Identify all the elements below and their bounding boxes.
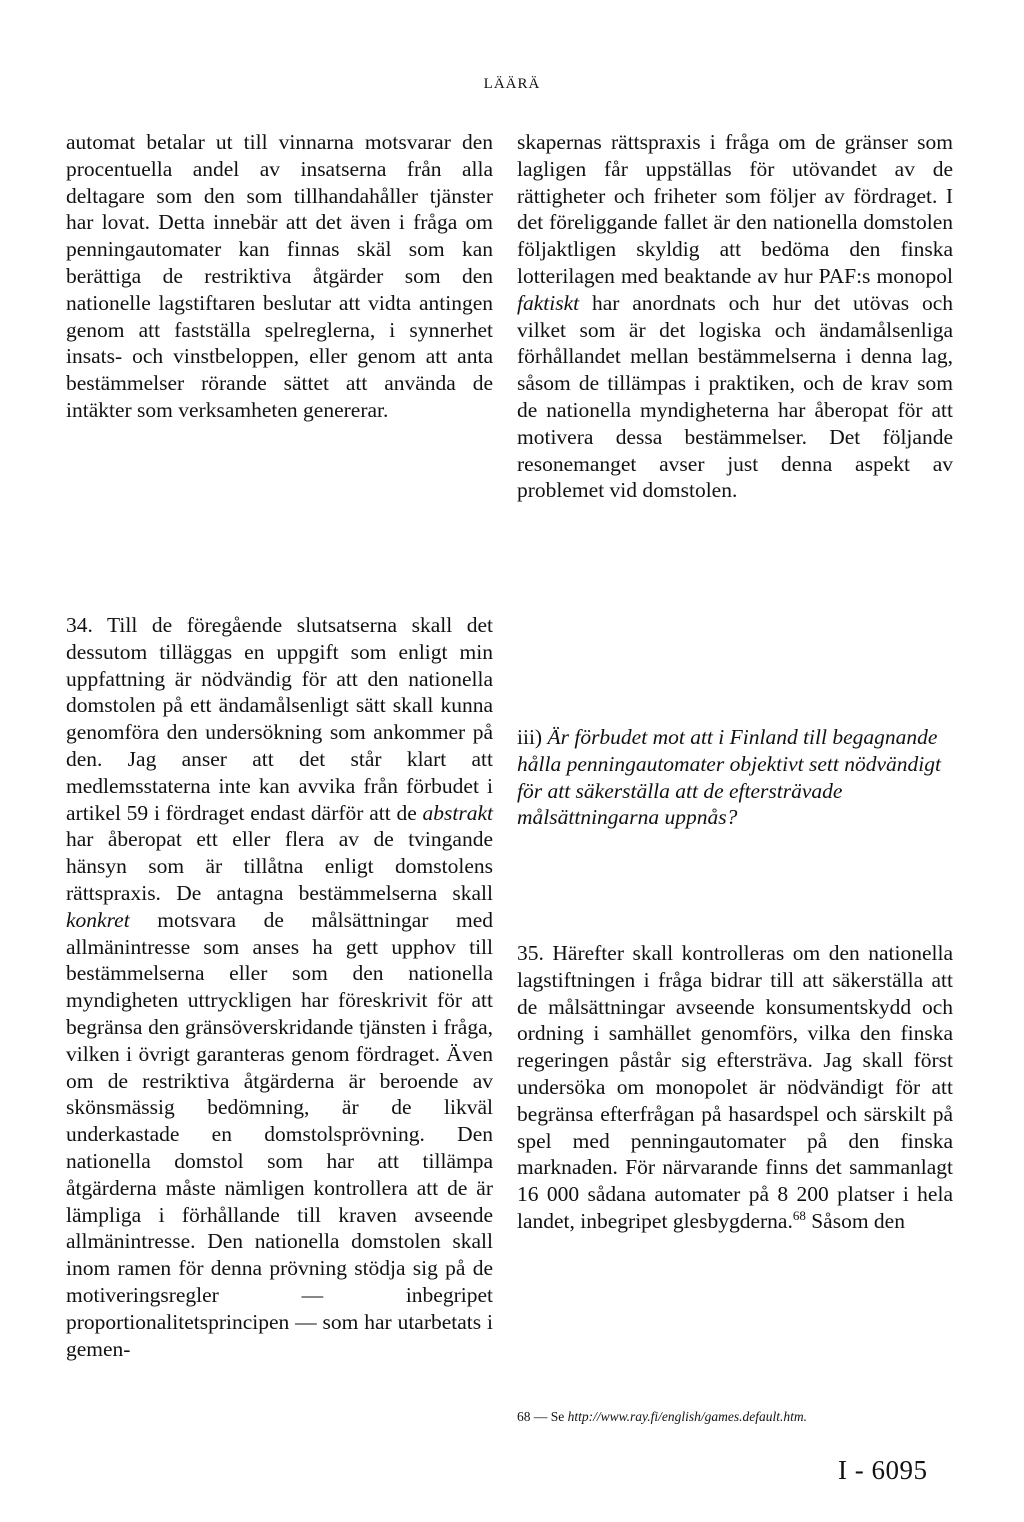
text-segment: motsvara de målsättningar med allmänintresse som anses ha gett upphov till bestämmelserna eller som den nationella myndigheten uttryckligen har föreskrivit för att begränsa den gränsöverskridande tjänsten i fråga, vilken i övrigt garanteras genom fördraget. Även om de restriktiva åtgärderna är beroende av skönsmässig bedömning, är de likväl underkastade en domstolsprövning. Den nationella domstol som har att tillämpa åtgärderna måste nämligen kontrollera att de är lämpliga i förhållande till kraven avseende allmänintresse. Den nationella domstolen skall inom ramen för denna prövning stödja sig på de motiveringsregler — inbegripet proportionalitetsprincipen — som har utarbetats i gemen-: [66, 907, 493, 1361]
page-number: I - 6095: [838, 1455, 928, 1485]
paragraph-number: 34.: [66, 613, 93, 637]
footnote-number: 68: [517, 1409, 531, 1424]
paragraph-34: [66, 612, 493, 1362]
text-segment: har åberopat ett eller flera av de tvingande hänsyn som är tillåtna enligt domstolens rättspraxis. De antagna bestämmelserna skall: [66, 827, 493, 905]
paragraph-35-text: [517, 940, 953, 1235]
paragraph-number: 35.: [517, 941, 544, 965]
right-column-continuation: [517, 129, 953, 504]
paragraph-34-text: [66, 612, 493, 1362]
footnote-prefix: Se: [550, 1409, 565, 1424]
paragraph-continued: automat betalar ut till vinnarna motsvarar den procentuella andel av insatserna från alla deltagare som den som tillhandahåller tjänster har lovat. Detta innebär att det även i fråga om penningautomater kan finnas skäl som kan berättiga de restriktiva åtgärder som den nationelle lagstiftaren beslutar att vidta antingen genom att fastställa spelreglerna, i synnerhet insats- och vinstbeloppen, eller genom att anta bestämmelser rörande sättet att använda de intäkter som verksamheten genererar.: [66, 130, 493, 422]
question-iii: [517, 724, 953, 831]
paragraph-35: [517, 940, 953, 1235]
question-text: Är förbudet mot att i Finland till begagnande hålla penningautomater objektivt sett nödvändigt för att säkerställa att de eftersträvade målsättningarna uppnås?: [517, 725, 941, 830]
text-segment: Såsom den: [811, 1208, 905, 1233]
emphasis-abstrakt: abstrakt: [422, 800, 494, 825]
emphasis-faktiskt: faktiskt: [517, 290, 580, 315]
text-segment: har anordnats och hur det utövas och vilket som är det logiska och ändamålsenliga förhållandet mellan bestämmelserna i denna lag, såsom de tillämpas i praktiken, och de krav som de nationella myndigheterna har åberopat för att motivera dessa bestämmelser. Det följande resonemanget avser just denna aspekt av problemet vid domstolen.: [517, 290, 954, 503]
footnote-reference[interactable]: 68: [792, 1207, 806, 1223]
paragraph-continued-right: [517, 129, 953, 504]
footnote-url[interactable]: http://www.ray.fi/english/games.default.htm.: [567, 1409, 807, 1424]
footnote-dash: —: [533, 1409, 548, 1424]
left-column-continuation: [66, 129, 493, 424]
question-number: iii): [517, 725, 543, 749]
text-segment: skapernas rättspraxis i fråga om de gränser som lagligen får uppställas för utövandet av de rättigheter och friheter som följer av fördraget. I det föreliggande fallet är den nationella domstolen följaktligen skyldig att bedöma den finska lotterilagen med beaktande av hur PAF:s monopol: [517, 130, 953, 288]
text-segment: Till de föregående slutsatserna skall det dessutom tilläggas en uppgift som enligt min uppfattning är nödvändig för att den nationella domstolen på ett ändamålsenligt sätt skall kunna genomföra den undersökning som ankommer på den. Jag anser att det står klart att medlemsstaterna inte kan avvika från förbudet i artikel 59 i fördraget endast därför att de: [66, 613, 493, 825]
text-segment: Härefter skall kontrolleras om den nationella lagstiftningen i fråga bidrar till att säkerställa att de målsättningar avseende konsumentskydd och ordning i samhället genomförs, vilka den finska regeringen påstår sig eftersträva. Jag skall först undersöka om monopolet är nödvändigt för att begränsa efterfrågan på hasardspel och särskilt på spel med penningautomater på den finska marknaden. För närvarande finns det sammanlagt 16 000 sådana automater på 8 200 platser i hela landet, inbegripet glesbygderna.: [517, 941, 954, 1233]
emphasis-konkret: konkret: [66, 907, 130, 932]
running-header: LÄÄRÄ: [483, 76, 541, 92]
question-iii-text: [517, 724, 953, 831]
footnote: [517, 1408, 953, 1426]
